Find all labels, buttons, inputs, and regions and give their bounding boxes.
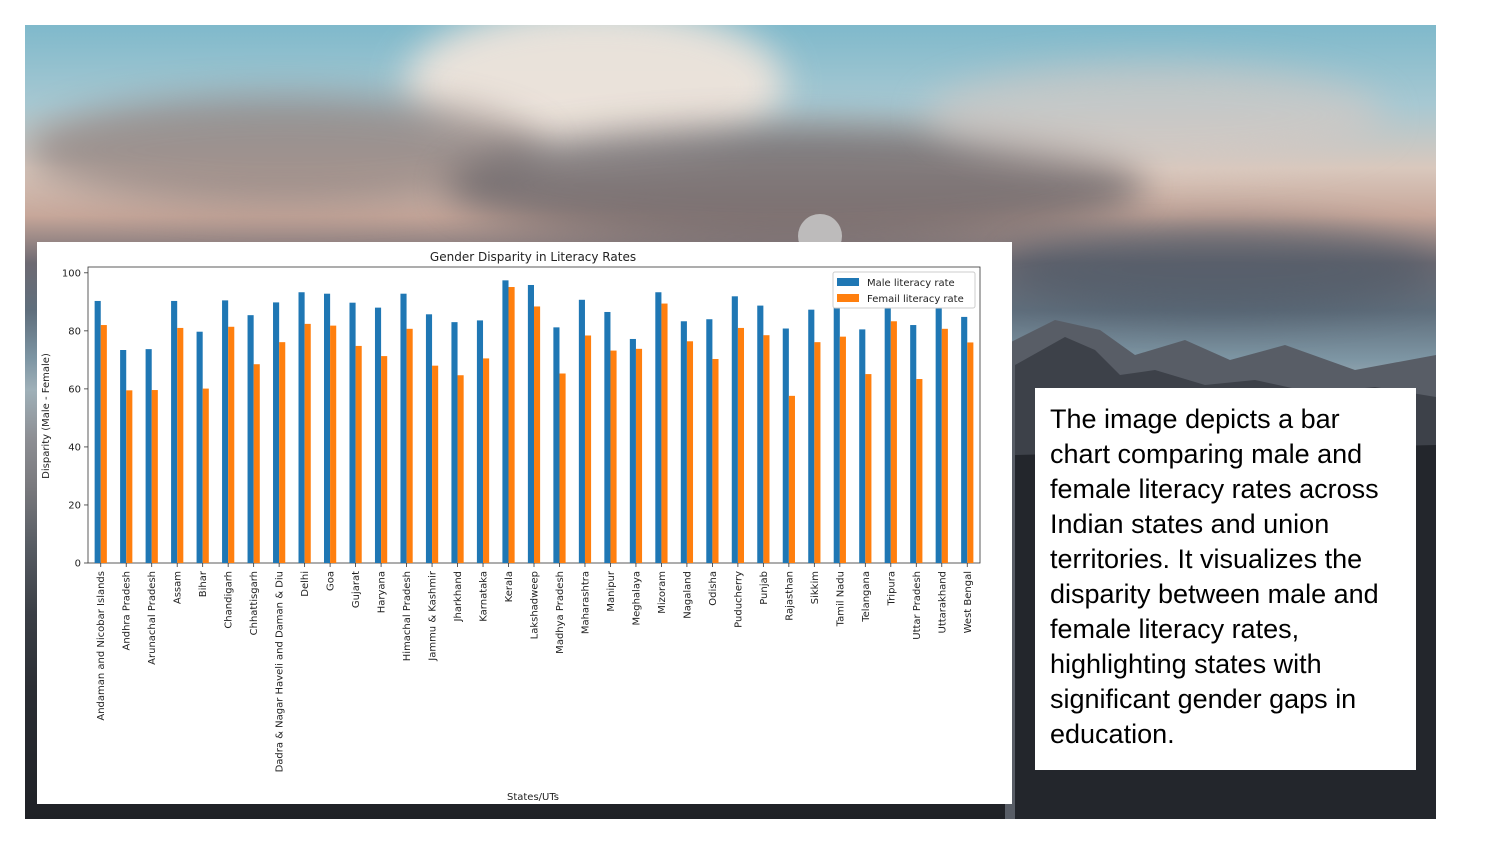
female-bar bbox=[865, 374, 871, 563]
x-tick-label: Himachal Pradesh bbox=[402, 571, 414, 662]
x-tick-label: Dadra & Nagar Haveli and Daman & Diu bbox=[274, 571, 286, 773]
x-tick-label: Maharashtra bbox=[580, 571, 592, 635]
female-bar bbox=[305, 324, 311, 563]
x-tick-label: Karnataka bbox=[478, 571, 490, 622]
legend-male-swatch bbox=[837, 278, 859, 286]
caption-text: The image depicts a bar chart comparing male and female literacy rates across Indian states and union territories. It visualizes the disparity between male and female literacy rates, highlighting states with significant gender gaps in education. bbox=[1050, 404, 1379, 749]
x-tick-label: Odisha bbox=[707, 571, 719, 606]
female-bar bbox=[585, 335, 591, 563]
x-tick-label: Tripura bbox=[886, 571, 898, 606]
x-tick-label: Punjab bbox=[758, 571, 770, 605]
male-bar bbox=[936, 304, 942, 563]
female-bar bbox=[967, 342, 973, 563]
female-bar bbox=[407, 329, 413, 563]
legend-female-label: Femail literacy rate bbox=[867, 294, 964, 305]
male-bar bbox=[834, 305, 840, 563]
male-bar bbox=[783, 329, 789, 563]
female-bar bbox=[228, 327, 234, 563]
male-bar bbox=[579, 300, 585, 563]
male-bar bbox=[859, 329, 865, 563]
legend-male-label: Male literacy rate bbox=[867, 278, 955, 289]
female-bar bbox=[152, 390, 158, 563]
x-tick-label: Uttarakhand bbox=[937, 571, 949, 634]
female-bar bbox=[534, 306, 540, 563]
male-bar bbox=[349, 303, 355, 563]
legend-female-swatch bbox=[837, 294, 859, 302]
female-bar bbox=[942, 329, 948, 563]
x-tick-label: Goa bbox=[325, 571, 337, 591]
male-bar bbox=[451, 322, 457, 563]
female-bar bbox=[636, 349, 642, 563]
male-bar bbox=[655, 292, 661, 563]
x-tick-label: Jharkhand bbox=[453, 571, 465, 622]
male-bar bbox=[477, 320, 483, 563]
x-tick-label: Nagaland bbox=[682, 571, 694, 619]
x-tick-label: Delhi bbox=[300, 571, 312, 597]
male-bar bbox=[885, 295, 891, 563]
male-bar bbox=[808, 310, 814, 563]
female-bar bbox=[738, 328, 744, 563]
male-bar bbox=[630, 339, 636, 563]
male-bar bbox=[171, 301, 177, 563]
x-tick-label: Jammu & Kashmir bbox=[427, 571, 439, 661]
y-tick-label: 0 bbox=[74, 558, 81, 570]
male-bar bbox=[273, 302, 279, 563]
x-tick-label: Chhattisgarh bbox=[249, 571, 261, 636]
male-bar bbox=[528, 285, 534, 563]
male-bar bbox=[375, 308, 381, 563]
male-bar bbox=[248, 315, 254, 563]
x-tick-label: Bihar bbox=[198, 571, 210, 598]
female-bar bbox=[254, 364, 260, 563]
chart-legend bbox=[833, 272, 975, 308]
x-tick-label: Madhya Pradesh bbox=[554, 571, 566, 654]
x-tick-label: West Bengal bbox=[962, 571, 974, 634]
x-tick-label: Puducherry bbox=[733, 571, 745, 628]
female-bar bbox=[891, 321, 897, 563]
male-bar bbox=[222, 300, 228, 563]
x-tick-label: Lakshadweep bbox=[529, 571, 541, 640]
y-axis-label: Disparity (Male - Female) bbox=[41, 353, 52, 479]
female-bar bbox=[356, 346, 362, 563]
x-tick-label: Arunachal Pradesh bbox=[147, 571, 159, 665]
male-bar bbox=[706, 319, 712, 563]
female-bar bbox=[381, 356, 387, 563]
female-bar bbox=[661, 304, 667, 563]
x-axis-label: States/UTs bbox=[506, 792, 560, 803]
female-bar bbox=[509, 287, 515, 563]
female-bar bbox=[840, 337, 846, 563]
male-bar bbox=[299, 292, 305, 563]
male-bar bbox=[426, 314, 432, 563]
female-bar bbox=[458, 375, 464, 563]
female-bar bbox=[610, 351, 616, 563]
male-bar bbox=[604, 312, 610, 563]
plot-area bbox=[62, 267, 980, 772]
male-bar bbox=[910, 325, 916, 563]
female-bar bbox=[814, 342, 820, 563]
x-tick-label: Sikkim bbox=[809, 571, 821, 605]
x-tick-label: Tamil Nadu bbox=[835, 571, 847, 627]
x-tick-label: Kerala bbox=[504, 571, 516, 603]
x-tick-label: Telangana bbox=[860, 571, 872, 622]
female-bar bbox=[330, 326, 336, 563]
female-bar bbox=[483, 358, 489, 563]
female-bar bbox=[279, 342, 285, 563]
female-bar bbox=[126, 390, 132, 563]
female-bar bbox=[687, 341, 693, 563]
male-bar bbox=[197, 332, 203, 563]
female-bar bbox=[789, 396, 795, 563]
female-bar bbox=[712, 359, 718, 563]
x-tick-label: Andaman and Nicobar Islands bbox=[96, 571, 108, 721]
x-tick-label: Uttar Pradesh bbox=[911, 571, 923, 640]
female-bar bbox=[916, 379, 922, 563]
male-bar bbox=[502, 280, 508, 563]
y-tick-label: 60 bbox=[68, 384, 81, 396]
x-tick-label: Andhra Pradesh bbox=[121, 571, 133, 651]
female-bar bbox=[203, 389, 209, 563]
male-bar bbox=[961, 317, 967, 563]
caption-box bbox=[1035, 388, 1416, 770]
x-tick-label: Meghalaya bbox=[631, 571, 643, 626]
y-tick-label: 100 bbox=[61, 268, 81, 280]
x-tick-label: Assam bbox=[172, 571, 184, 605]
y-tick-label: 20 bbox=[68, 500, 81, 512]
female-bar bbox=[432, 366, 438, 563]
male-bar bbox=[553, 327, 559, 563]
chart-panel bbox=[37, 242, 1012, 804]
bar-chart bbox=[37, 242, 1012, 804]
male-bar bbox=[681, 321, 687, 563]
male-bar bbox=[120, 350, 126, 563]
male-bar bbox=[95, 301, 101, 563]
male-bar bbox=[146, 349, 152, 563]
y-tick-label: 40 bbox=[68, 442, 81, 454]
male-bar bbox=[324, 294, 330, 563]
chart-title: Gender Disparity in Literacy Rates bbox=[429, 250, 637, 264]
x-tick-label: Mizoram bbox=[656, 571, 668, 614]
x-tick-label: Rajasthan bbox=[784, 571, 796, 621]
female-bar bbox=[177, 328, 183, 563]
male-bar bbox=[400, 294, 406, 563]
x-tick-label: Haryana bbox=[376, 571, 388, 614]
male-bar bbox=[757, 306, 763, 563]
x-tick-label: Manipur bbox=[605, 571, 617, 612]
y-tick-label: 80 bbox=[68, 326, 81, 338]
female-bar bbox=[559, 374, 565, 564]
female-bar bbox=[101, 325, 107, 563]
x-tick-label: Chandigarh bbox=[223, 571, 235, 629]
x-tick-label: Gujarat bbox=[351, 571, 363, 609]
female-bar bbox=[763, 335, 769, 563]
male-bar bbox=[732, 296, 738, 563]
